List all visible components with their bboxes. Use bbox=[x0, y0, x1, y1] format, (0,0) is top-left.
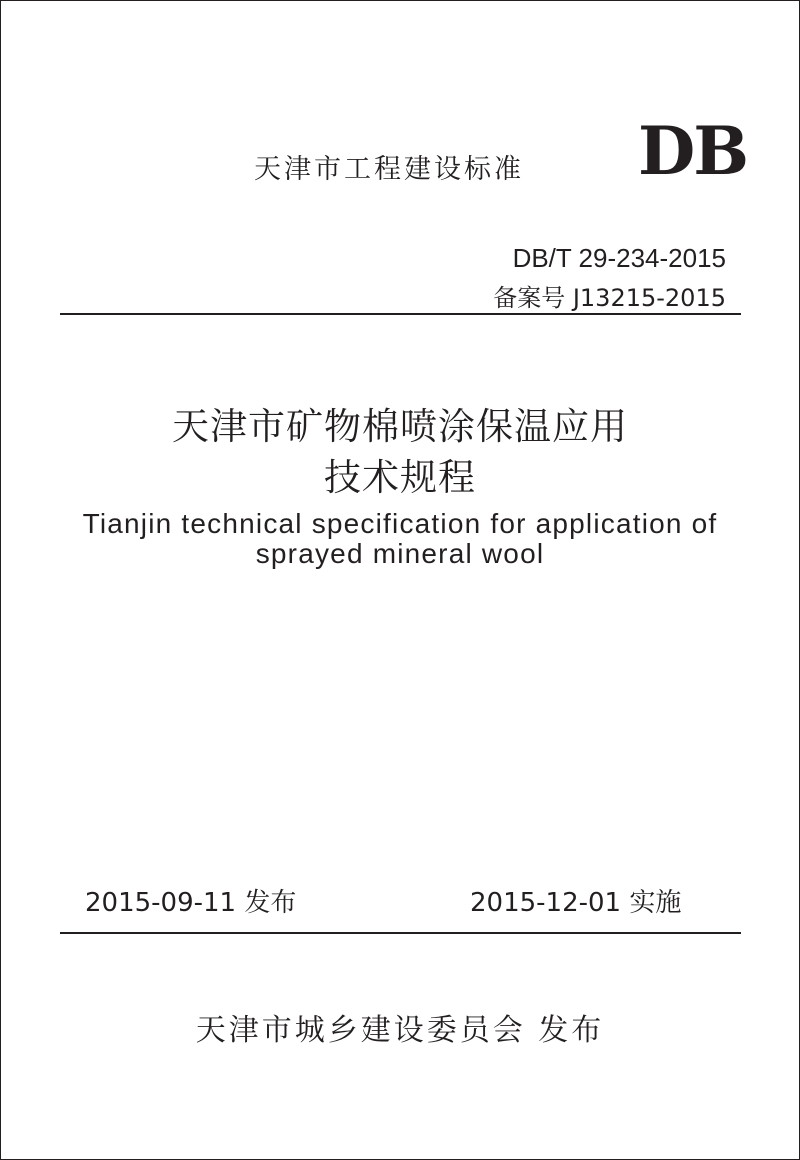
top-divider bbox=[60, 313, 741, 315]
bottom-divider bbox=[60, 932, 741, 934]
publisher: 天津市城乡建设委员会 发布 bbox=[195, 1013, 605, 1048]
record-number: 备案号 J13215-2015 bbox=[493, 284, 726, 312]
title-chinese-line-1: 天津市矿物棉喷涂保温应用 bbox=[172, 405, 628, 448]
title-english-line-1: Tianjin technical specification for application of bbox=[82, 508, 718, 539]
db-logo: DB bbox=[638, 112, 748, 190]
issue-date: 2015-09-11 发布 bbox=[85, 888, 297, 918]
standard-number: DB/T 29-234-2015 bbox=[512, 243, 726, 273]
standard-series-label: 天津市工程建设标准 bbox=[254, 154, 524, 185]
title-chinese-line-2: 技术规程 bbox=[324, 456, 476, 499]
implementation-date: 2015-12-01 实施 bbox=[470, 888, 682, 918]
title-english-line-2: sprayed mineral wool bbox=[255, 538, 545, 569]
